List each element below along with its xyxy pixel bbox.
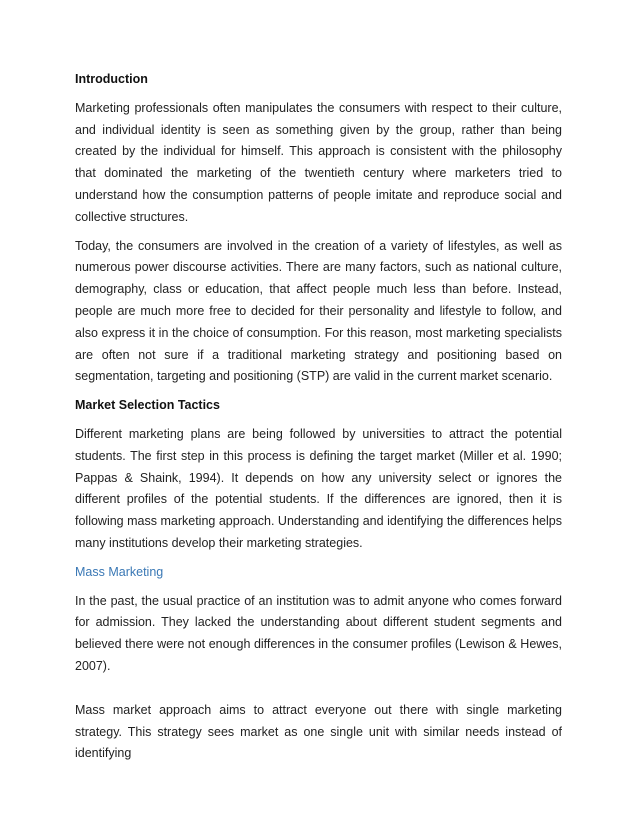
subsection-heading-mass-marketing: Mass Marketing (75, 564, 164, 579)
paragraph-mass-marketing-2: Mass market approach aims to attract everyone out there with single marketing strategy. This strategy sees market as one single unit with similar needs instead of identifying (75, 702, 562, 761)
section-heading-market-selection: Market Selection Tactics (75, 398, 220, 413)
paragraph-mass-marketing-1: In the past, the usual practice of an institution was to admit anyone who comes forward for admission. They lacked the understanding about different student segments and believed there were not enough differences in the consumer profiles (Lewison & Hewes, 2007). (75, 593, 562, 673)
document-body (75, 69, 562, 772)
paragraph-market-selection-1: Different marketing plans are being followed by universities to attract the potential students. The first step in this process is defining the target market (Miller et al. 1990; Pappas & Shaink, 1994). It depends on how any university select or ignores the different profiles of the potential students. If the differences are ignored, then it is following mass marketing approach. Understanding and identifying the differences helps many institutions develop their marketing strategies. (75, 426, 562, 550)
paragraph-introduction-1: Marketing professionals often manipulates the consumers with respect to their culture, and individual identity is seen as something given by the group, rather than being created by the individual for himself. This approach is consistent with the philosophy that dominated the marketing of the twentieth century where marketers tried to understand how the consumption patterns of people imitate and reproduce social and collective structures. (75, 100, 562, 224)
paragraph-introduction-2: Today, the consumers are involved in the creation of a variety of lifestyles, as well as numerous power discourse activities. There are many factors, such as national culture, demography, class or education, that affect people much less than before. Instead, people are much more free to decided for their personality and lifestyle to follow, and also express it in the choice of consumption. For this reason, most marketing specialists are often not sure if a traditional marketing strategy and positioning based on segmentation, targeting and positioning (STP) are valid in the current market scenario. (75, 238, 562, 384)
section-heading-introduction: Introduction (75, 72, 148, 86)
